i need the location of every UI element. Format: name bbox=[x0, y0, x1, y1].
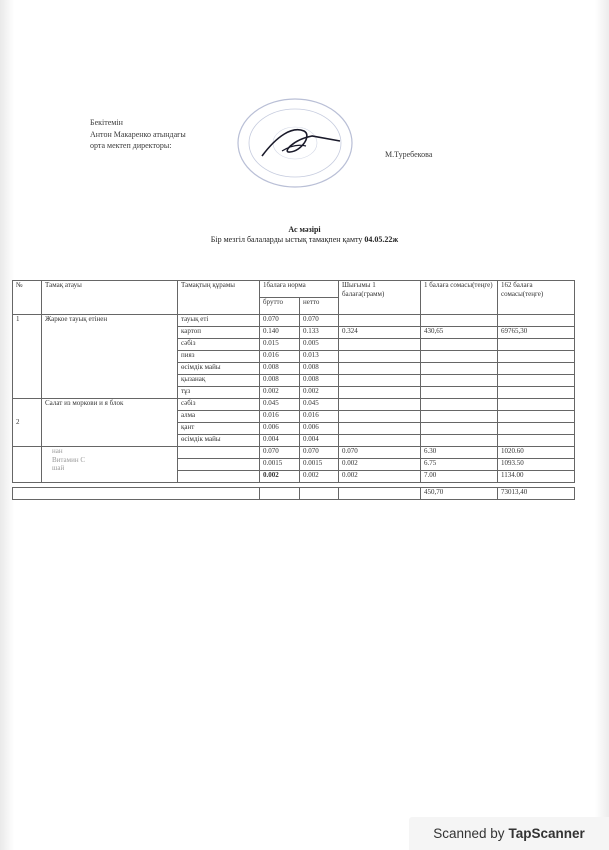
total-cell bbox=[498, 351, 575, 363]
netto-value: 0.008 bbox=[300, 363, 339, 375]
school-stamp-seal-icon bbox=[232, 96, 357, 196]
total-empty-cell bbox=[339, 488, 421, 500]
extra-items-cell bbox=[42, 447, 178, 483]
header-usage: Шығымы 1 балаға(грамм) bbox=[339, 281, 421, 315]
brutto-value: 0.016 bbox=[260, 411, 300, 423]
brutto-value: 0.008 bbox=[260, 363, 300, 375]
price-one-value: 430,65 bbox=[421, 327, 498, 339]
price-cell bbox=[421, 315, 498, 327]
netto-value: 0.002 bbox=[300, 471, 339, 483]
price-cell bbox=[421, 423, 498, 435]
netto-value: 0.016 bbox=[300, 411, 339, 423]
total-cell bbox=[498, 315, 575, 327]
usage-cell bbox=[339, 339, 421, 351]
ingredient: картоп bbox=[178, 327, 260, 339]
header-price-total: 162 балаға сомасы(теңге) bbox=[498, 281, 575, 315]
netto-value: 0.002 bbox=[300, 387, 339, 399]
brutto-value: 0.016 bbox=[260, 351, 300, 363]
watermark-prefix: Scanned by bbox=[433, 826, 505, 841]
header-norm: 1балаға норма bbox=[260, 281, 339, 298]
total-label-cell bbox=[13, 488, 260, 500]
total-cell bbox=[498, 423, 575, 435]
document-subtitle bbox=[0, 235, 609, 244]
netto-value: 0.008 bbox=[300, 375, 339, 387]
total-cell bbox=[498, 387, 575, 399]
subtitle-text: Бір мезгіл балаларды ыстық тамақпен қамту bbox=[210, 235, 365, 244]
dish2-number: 2 bbox=[13, 399, 42, 447]
price-cell bbox=[421, 387, 498, 399]
netto-value: 0.133 bbox=[300, 327, 339, 339]
price-cell bbox=[421, 375, 498, 387]
ingredient: сәбіз bbox=[178, 399, 260, 411]
ingredient: пияз bbox=[178, 351, 260, 363]
netto-value: 0.013 bbox=[300, 351, 339, 363]
usage-value: 0.002 bbox=[339, 459, 421, 471]
ingredient: өсімдік майы bbox=[178, 435, 260, 447]
brutto-value: 0.140 bbox=[260, 327, 300, 339]
extra-item-name: шай bbox=[52, 464, 65, 472]
scanner-watermark bbox=[409, 817, 609, 850]
price-total-value: 1093.50 bbox=[498, 459, 575, 471]
brutto-value: 0.0015 bbox=[260, 459, 300, 471]
price-cell bbox=[421, 363, 498, 375]
total-cell bbox=[498, 363, 575, 375]
extra-composition-cell bbox=[178, 471, 260, 483]
netto-value: 0.0015 bbox=[300, 459, 339, 471]
price-total-value: 69765,30 bbox=[498, 327, 575, 339]
header-netto: нетто bbox=[300, 298, 339, 315]
brutto-value: 0.006 bbox=[260, 423, 300, 435]
ingredient: тауық еті bbox=[178, 315, 260, 327]
usage-value: 0.002 bbox=[339, 471, 421, 483]
ingredient: өсімдік майы bbox=[178, 363, 260, 375]
ingredient: сәбіз bbox=[178, 339, 260, 351]
price-cell bbox=[421, 399, 498, 411]
price-cell bbox=[421, 411, 498, 423]
table-row bbox=[13, 315, 575, 327]
total-price-one: 450,70 bbox=[421, 488, 498, 500]
dish1-number: 1 bbox=[13, 315, 42, 399]
usage-cell bbox=[339, 411, 421, 423]
extra-composition-cell bbox=[178, 447, 260, 459]
table-row bbox=[13, 399, 575, 411]
netto-value: 0.004 bbox=[300, 435, 339, 447]
usage-cell bbox=[339, 315, 421, 327]
usage-cell bbox=[339, 363, 421, 375]
table-total-row bbox=[13, 488, 575, 500]
document-date: 04.05.22ж bbox=[364, 235, 399, 244]
brutto-value: 0.045 bbox=[260, 399, 300, 411]
total-cell bbox=[498, 339, 575, 351]
ingredient: қант bbox=[178, 423, 260, 435]
approval-line-3: орта мектеп директоры: bbox=[90, 141, 172, 150]
approval-line-1: Бекітемін bbox=[90, 118, 123, 127]
header-dish-name: Тамақ атауы bbox=[42, 281, 178, 315]
brutto-value: 0.004 bbox=[260, 435, 300, 447]
brutto-value: 0.070 bbox=[260, 315, 300, 327]
approval-block bbox=[90, 117, 186, 152]
netto-value: 0.005 bbox=[300, 339, 339, 351]
total-cell bbox=[498, 411, 575, 423]
brutto-value: 0.015 bbox=[260, 339, 300, 351]
total-price-total: 73013,40 bbox=[498, 488, 575, 500]
price-one-value: 6.30 bbox=[421, 447, 498, 459]
dish1-name: Жаркое тауық етінен bbox=[42, 315, 178, 399]
extra-item-name: Витамин С bbox=[52, 455, 86, 464]
extra-number-cell bbox=[13, 447, 42, 483]
price-total-value: 1134.00 bbox=[498, 471, 575, 483]
total-cell bbox=[498, 435, 575, 447]
watermark-brand: TapScanner bbox=[508, 826, 585, 841]
extra-item-name: нан bbox=[52, 447, 63, 455]
usage-cell bbox=[339, 423, 421, 435]
price-total-value: 1020.60 bbox=[498, 447, 575, 459]
netto-value: 0.045 bbox=[300, 399, 339, 411]
price-cell bbox=[421, 339, 498, 351]
usage-cell bbox=[339, 387, 421, 399]
total-cell bbox=[498, 399, 575, 411]
netto-value: 0.006 bbox=[300, 423, 339, 435]
header-brutto: брутто bbox=[260, 298, 300, 315]
usage-cell bbox=[339, 399, 421, 411]
total-empty-cell bbox=[300, 488, 339, 500]
netto-value: 0.070 bbox=[300, 315, 339, 327]
brutto-value: 0.070 bbox=[260, 447, 300, 459]
price-cell bbox=[421, 351, 498, 363]
ingredient: алма bbox=[178, 411, 260, 423]
menu-table bbox=[12, 280, 575, 500]
brutto-value: 0.008 bbox=[260, 375, 300, 387]
table-header-row bbox=[13, 281, 575, 298]
usage-cell bbox=[339, 351, 421, 363]
dish2-name: Салат из моркови и я блок bbox=[42, 399, 178, 447]
usage-value: 0.070 bbox=[339, 447, 421, 459]
header-composition: Тамақтың құрамы bbox=[178, 281, 260, 315]
header-number: № bbox=[13, 281, 42, 315]
price-cell bbox=[421, 435, 498, 447]
brutto-value: 0.002 bbox=[260, 471, 300, 483]
price-one-value: 7.00 bbox=[421, 471, 498, 483]
ingredient: қызанақ bbox=[178, 375, 260, 387]
ingredient: тұз bbox=[178, 387, 260, 399]
total-cell bbox=[498, 375, 575, 387]
usage-cell bbox=[339, 375, 421, 387]
brutto-value: 0.002 bbox=[260, 387, 300, 399]
netto-value: 0.070 bbox=[300, 447, 339, 459]
director-name: М.Туребекова bbox=[385, 150, 433, 159]
header-price-one: 1 балаға сомасы(теңге) bbox=[421, 281, 498, 315]
usage-value: 0.324 bbox=[339, 327, 421, 339]
usage-cell bbox=[339, 435, 421, 447]
approval-line-2: Антон Макаренко атындағы bbox=[90, 129, 186, 139]
total-empty-cell bbox=[260, 488, 300, 500]
price-one-value: 6.75 bbox=[421, 459, 498, 471]
table-row bbox=[13, 447, 575, 459]
document-title: Ас мәзірі bbox=[288, 225, 321, 234]
extra-composition-cell bbox=[178, 459, 260, 471]
